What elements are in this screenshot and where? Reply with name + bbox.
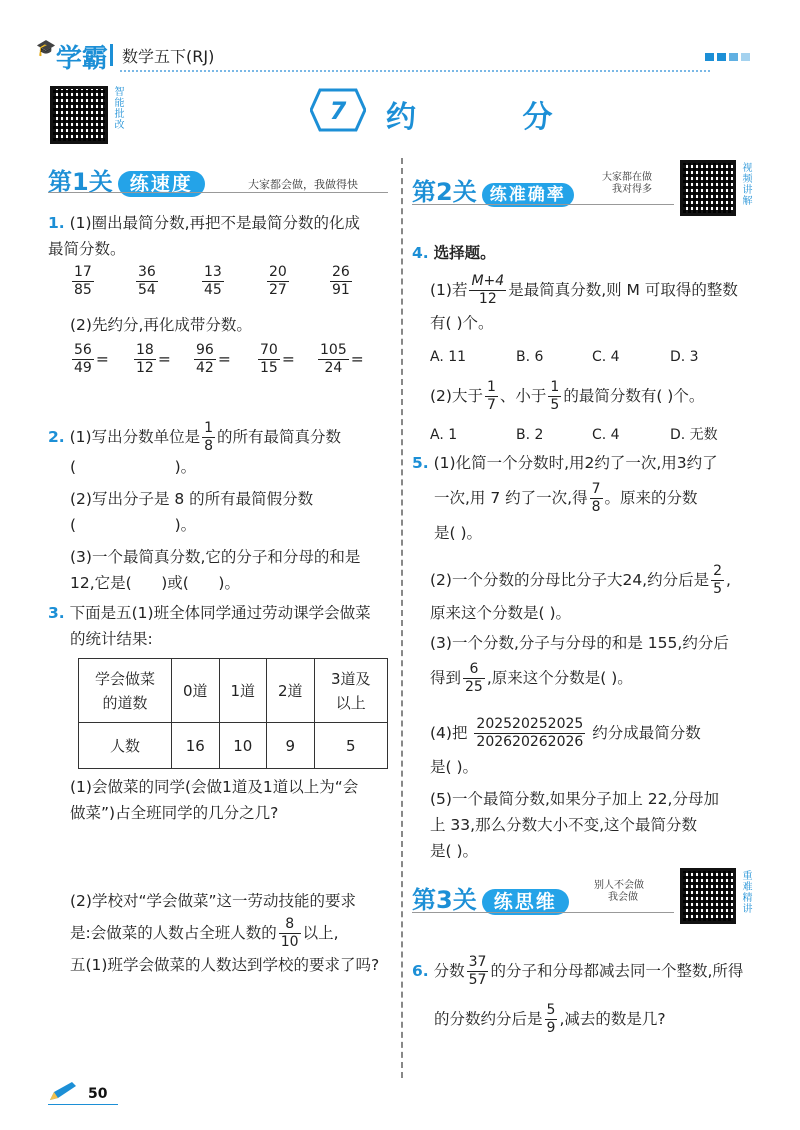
level2-rule	[412, 204, 674, 205]
table-header-cell: 2道	[267, 659, 315, 723]
brand-divider	[110, 44, 113, 66]
q3-part2: (2)学校对“学会做菜”这一劳动技能的要求 是:会做菜的人数占全班人数的 $\frac{8}{10}$ 以上, 五(1)班学会做菜的人数达到学校的要求了吗?	[70, 888, 400, 978]
qr-code-icon[interactable]	[680, 868, 736, 924]
q3-number: 3.	[48, 604, 65, 622]
header-dot	[717, 53, 726, 61]
fraction: $\frac{202520252025}{202620262026}$	[476, 716, 584, 750]
qr-label-level3: 重难精讲	[740, 870, 751, 914]
section-number: 7	[329, 97, 347, 125]
level3-rule	[412, 912, 674, 913]
stats-table	[78, 658, 388, 769]
table-cell: 16	[172, 723, 220, 769]
q3-text2: 的统计结果:	[70, 630, 153, 648]
q3-text: 下面是五(1)班全体同学通过劳动课学会做菜	[69, 604, 371, 622]
fraction: $\frac{8}{10}$	[280, 916, 299, 950]
question-1	[48, 210, 394, 262]
question-5: 5. (1)化简一个分数时,用2约了一次,用3约了 一次,用 7 约了一次,得 $\frac{7}{8}$ 。原来的分数 是( )。	[412, 450, 764, 546]
qr-code-icon[interactable]	[50, 86, 108, 144]
q4-part2-text: 的最简分数有( )个。	[563, 387, 705, 405]
option-d[interactable]: D. 无数	[670, 427, 718, 443]
fraction: $\frac{1}{5}$	[550, 379, 560, 413]
fraction: $\frac{2}{5}$	[713, 563, 723, 597]
q3-part1-text2: 做菜”)占全班同学的几分之几?	[70, 804, 279, 822]
q6-number: 6.	[412, 962, 429, 980]
q2-number: 2.	[48, 428, 65, 446]
footer-rule	[48, 1104, 118, 1105]
table-row-label: 人数	[79, 723, 172, 769]
q3-part2-text: (2)学校对“学会做菜”这一劳动技能的要求	[70, 892, 357, 910]
q4-number: 4.	[412, 244, 429, 262]
q5-part5-text: (5)一个最简分数,如果分子加上 22,分母加	[430, 790, 719, 808]
question-3	[48, 600, 398, 652]
book-title: 数学五下(RJ)	[122, 47, 215, 66]
table-row	[79, 723, 388, 769]
level2-label: 第2关	[412, 178, 477, 206]
header-dot	[729, 53, 738, 61]
mixed-fraction-item[interactable]: $\frac{105}{24}$ =	[320, 342, 364, 376]
option-a[interactable]: A. 1	[430, 427, 458, 443]
table-header-cell: 学会做菜 的道数	[79, 659, 172, 723]
q2-part1-text: (1)写出分数单位是	[69, 428, 201, 446]
table-header-cell: 1道	[219, 659, 267, 723]
table-cell: 9	[267, 723, 315, 769]
q3-part2-text2: 是:会做菜的人数占全班人数的	[70, 924, 277, 942]
q2-part3-blank[interactable]: 12,它是( )或( )。	[70, 574, 240, 592]
option-d[interactable]: D. 3	[670, 349, 699, 365]
fraction[interactable]: $\frac{17}{85}$	[74, 264, 92, 298]
section-title: 约 分	[386, 100, 601, 135]
q2-part3-text: (3)一个最简真分数,它的分子和分母的和是	[70, 548, 361, 566]
q5-number: 5.	[412, 454, 429, 472]
fraction[interactable]: $\frac{26}{91}$	[332, 264, 350, 298]
mixed-fraction-item[interactable]: $\frac{70}{15}$ =	[260, 342, 295, 376]
level3-label: 第3关	[412, 886, 477, 914]
q2-part2-blank[interactable]: ( )。	[70, 516, 197, 534]
qr-label-top: 智能批改	[112, 86, 123, 130]
q1-part1-text: (1)圈出最简分数,再把不是最简分数的化成	[69, 214, 361, 232]
q4-part1-blank[interactable]: 有( )个。	[430, 314, 494, 332]
level3-slogan: 别人不会做 我会做	[594, 880, 644, 903]
fraction: $\frac{1}{7}$	[486, 379, 496, 413]
q5-part1-text: (1)化简一个分数时,用2约了一次,用3约了	[433, 454, 718, 472]
q4-part2: (2)大于 $\frac{1}{7}$ 、小于 $\frac{1}{5}$ 的最简分数有( )个。	[430, 379, 705, 413]
mixed-fraction-item[interactable]: $\frac{96}{42}$ =	[196, 342, 231, 376]
mixed-fraction-item[interactable]: $\frac{18}{12}$ =	[136, 342, 171, 376]
q5-part5-blank[interactable]: 是( )。	[430, 842, 479, 860]
q1-part2-text: (2)先约分,再化成带分数。	[70, 316, 252, 334]
q5-part1-blank[interactable]: 是( )。	[434, 524, 483, 542]
table-cell: 10	[219, 723, 267, 769]
q3-part1	[70, 774, 400, 826]
pencil-icon	[48, 1080, 78, 1102]
option-b[interactable]: B. 6	[516, 349, 544, 365]
fraction[interactable]: $\frac{13}{45}$	[204, 264, 222, 298]
table-header-cell: 0道	[172, 659, 220, 723]
q2-part1-blank[interactable]: ( )。	[70, 458, 197, 476]
level3-header	[412, 880, 682, 915]
q5-part4-blank[interactable]: 是( )。	[430, 758, 479, 776]
mixed-fraction-item[interactable]: $\frac{56}{49}$ =	[74, 342, 109, 376]
fraction: $\frac{1}{8}$	[204, 420, 214, 454]
option-a[interactable]: A. 11	[430, 349, 467, 365]
header-rule	[120, 70, 710, 72]
brand-logo	[36, 38, 108, 75]
question-2	[48, 420, 398, 596]
q5-part2: (2)一个分数的分母比分子大24,约分后是 $\frac{2}{5}$ , 原来这个分数是( )。	[430, 560, 770, 626]
fraction[interactable]: $\frac{20}{27}$	[269, 264, 287, 298]
option-c[interactable]: C. 4	[592, 349, 620, 365]
q4-part1: (1)若 $\frac{M+4}{12}$ 是最简真分数,则 M 可取得的整数 有( )个。	[430, 270, 770, 336]
q3-part2-text3: 五(1)班学会做菜的人数达到学校的要求了吗?	[70, 956, 380, 974]
q5-part5	[430, 786, 770, 864]
q2-part1-text-b: 的所有最简真分数	[217, 428, 342, 446]
q4-part1-text: 是最简真分数,则 M 可取得的整数	[508, 281, 738, 299]
qr-label-level2: 视频讲解	[740, 162, 751, 206]
q1-number: 1.	[48, 214, 65, 232]
level1-slogan: 大家都会做，我做得快	[248, 178, 358, 191]
question-6: 6. 分数 $\frac{37}{57}$ 的分子和分母都减去同一个整数,所得 的分数约分后是 $\frac{5}{9}$ ,减去的数是几?	[412, 954, 744, 1036]
q2-part2-text: (2)写出分子是 8 的所有最简假分数	[70, 490, 314, 508]
graduation-cap-icon: 🎓	[36, 38, 56, 57]
section-number-hexagon	[310, 88, 366, 132]
level1-label: 第1关	[48, 168, 113, 196]
option-b[interactable]: B. 2	[516, 427, 544, 443]
fraction: $\frac{5}{9}$	[546, 1002, 556, 1036]
table-row	[79, 659, 388, 723]
q6-text: 的分子和分母都减去同一个整数,所得	[490, 962, 744, 980]
table-cell: 5	[314, 723, 387, 769]
q5-part3: (3)一个分数,分子与分母的和是 155,约分后 得到 $\frac{6}{25}$ ,原来这个分数是( )。	[430, 630, 770, 700]
table-header-cell: 3道及 以上	[314, 659, 387, 723]
level1-pill: 练速度	[118, 171, 205, 197]
level2-pill: 练准确率	[482, 183, 574, 207]
fraction: $\frac{7}{8}$	[591, 481, 601, 515]
q5-part5-text2: 上 33,那么分数大小不变,这个最简分数	[430, 816, 698, 834]
q5-part3-text: (3)一个分数,分子与分母的和是 155,约分后	[430, 634, 729, 652]
fraction[interactable]: $\frac{36}{54}$	[138, 264, 156, 298]
page-number: 50	[88, 1086, 108, 1102]
q3-part1-text: (1)会做菜的同学(会做1道及1道以上为“会	[70, 778, 359, 796]
level1-rule	[48, 192, 388, 193]
q4-title: 选择题。	[433, 244, 496, 262]
column-divider	[401, 158, 403, 1078]
fraction: $\frac{37}{57}$	[468, 954, 487, 988]
header-dot	[705, 53, 714, 61]
fraction: $\frac{6}{25}$	[465, 661, 483, 695]
q5-part4: (4)把 $\frac{202520252025}{202620262026}$ 约分成最简分数 是( )。	[430, 712, 770, 780]
q5-part2-blank[interactable]: 原来这个分数是( )。	[430, 604, 572, 622]
option-c[interactable]: C. 4	[592, 427, 620, 443]
qr-code-icon[interactable]	[680, 160, 736, 216]
q1-part1-text2: 最简分数。	[48, 240, 126, 258]
question-4	[412, 240, 762, 266]
fraction: $\frac{M+4}{12}$	[471, 273, 505, 307]
level2-slogan: 大家都在做 我对得多	[602, 172, 652, 195]
brand-text: 学霸	[55, 44, 108, 74]
level3-pill: 练思维	[482, 889, 569, 915]
header-dot	[741, 53, 750, 61]
level2-header	[412, 172, 682, 207]
